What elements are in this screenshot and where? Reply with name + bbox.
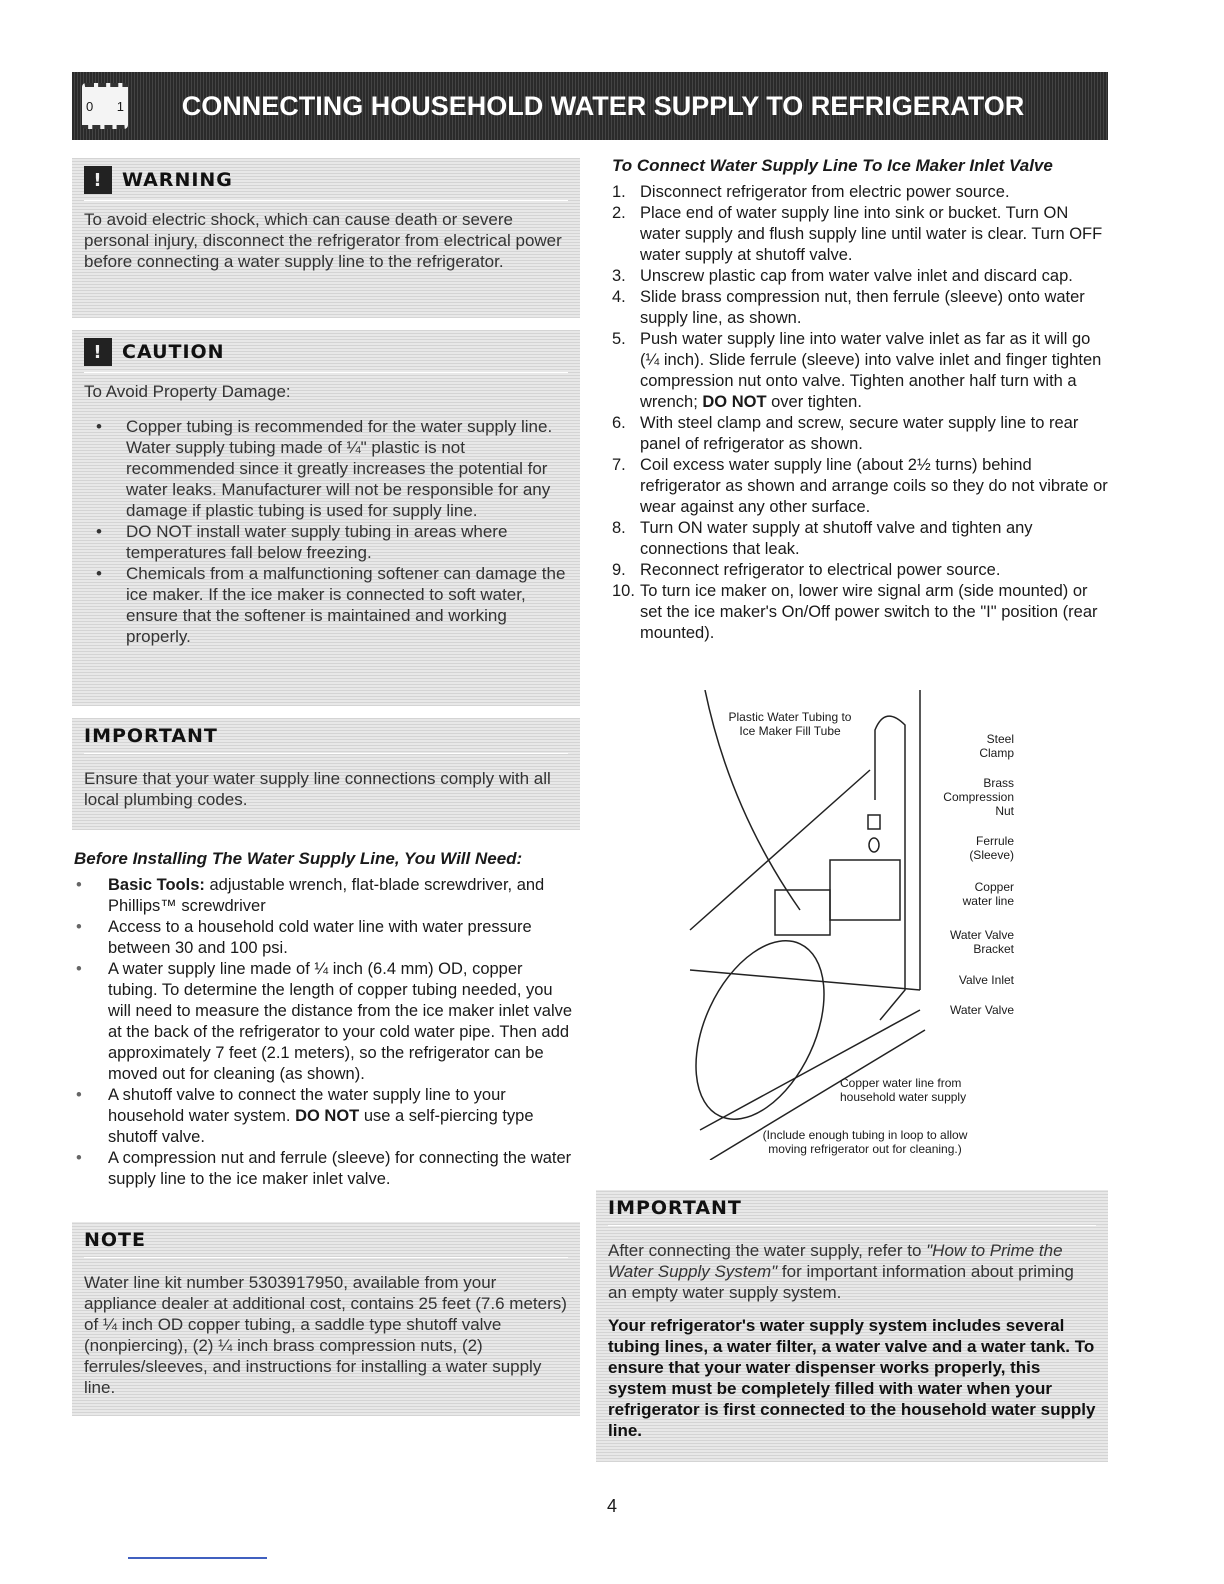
step-number: 6. [612, 414, 626, 432]
step-item [612, 329, 1108, 413]
important-box-2 [596, 1190, 1108, 1462]
important-title: IMPORTANT [84, 725, 218, 747]
label-include-loop: (Include enough tubing in loop to allow moving refrigerator out for cleaning.) [762, 1128, 968, 1156]
important-system-text: Your refrigerator's water supply system includes several tubing lines, a water filter, a water valve and a water tank. To ensure that your water dispenser works properly, this system must be completely filled with water when your refrigerator is first connected to the household water supply line. [608, 1316, 1096, 1440]
label-household-line: Copper water line from household water supply [840, 1076, 967, 1104]
step-item [612, 266, 1108, 287]
important-text: Ensure that your water supply line connections comply with all local plumbing codes. [84, 769, 551, 809]
ruler-left: 0 [86, 98, 94, 114]
connect-heading: To Connect Water Supply Line To Ice Maker Inlet Valve [612, 156, 1053, 175]
step-item [612, 203, 1108, 266]
important-title: IMPORTANT [608, 1197, 742, 1219]
step-item [612, 455, 1108, 518]
text: Unscrew plastic cap from water valve inlet and discard cap. [640, 267, 1073, 285]
before-heading: Before Installing The Water Supply Line, You Will Need: [74, 849, 523, 868]
text: With steel clamp and screw, secure water supply line to rear panel of refrigerator as shown. [640, 414, 1079, 453]
label-copper-line: Copper water line [962, 880, 1014, 908]
text: A shutoff valve to connect the water supply line to your household water system. [108, 1086, 506, 1125]
text: Slide brass compression nut, then ferrule (sleeve) onto water supply line, as shown. [640, 288, 1085, 327]
section-header [72, 72, 1108, 140]
caution-item: • Copper tubing is recommended for the water supply line. Water supply tubing made of ¼" plastic is not recommended since it greatly increases the potential for water leaks. Manufacturer will not be responsible for any damage if plastic tubing is used for supply line. [92, 416, 568, 521]
ruler-right: 1 [116, 98, 124, 114]
label-compression-nut: Brass Compression Nut [943, 776, 1014, 818]
installation-diagram [680, 690, 1040, 1160]
warning-icon: ! [84, 166, 112, 194]
text: Place end of water supply line into sink or bucket. Turn ON water supply and flush supply line until water is clear. Turn OFF water supply at shutoff valve. [640, 204, 1103, 264]
caution-item: • Chemicals from a malfunctioning softener can damage the ice maker. If the ice maker is connected to soft water, ensure that the softener is maintained and working properly. [92, 563, 568, 647]
note-title: NOTE [84, 1229, 146, 1251]
before-section [74, 848, 574, 1190]
text: Turn ON water supply at shutoff valve and tighten any connections that leak. [640, 519, 1033, 558]
connect-section [612, 155, 1108, 644]
text: To turn ice maker on, lower wire signal arm (side mounted) or set the ice maker's On/Off power switch to the "I" position (rear mounted). [640, 582, 1098, 642]
step-item [612, 182, 1108, 203]
step-item [612, 287, 1108, 329]
basic-tools-text: adjustable wrench, flat-blade screwdriver, and Phillips™ screwdriver [108, 876, 545, 915]
label-water-valve: Water Valve [949, 1003, 1014, 1017]
step-number: 9. [612, 561, 626, 579]
step-text [640, 266, 1073, 287]
caution-item: • DO NOT install water supply tubing in areas where temperatures fall below freezing. [92, 521, 568, 563]
step-item [612, 518, 1108, 560]
warning-text: To avoid electric shock, which can cause death or severe personal injury, disconnect the refrigerator from electrical power before connecting a water supply line to the refrigerator. [84, 210, 562, 271]
step-number: 4. [612, 288, 626, 306]
list-item: • Access to a household cold water line with water pressure between 30 and 100 psi. [74, 917, 574, 959]
text: use a self-piercing type shutoff valve. [108, 1107, 534, 1146]
warning-title: WARNING [122, 168, 233, 191]
note-text: Water line kit number 5303917950, available from your appliance dealer at additional cost, contains 25 feet (7.6 meters) of ¼ inch OD copper tubing, a saddle type shutoff valve (nonpiercing), (2) ¼ inch brass compression nuts, (2) ferrules/sleeves, and instructions for installing a water supply line. [84, 1273, 567, 1397]
step-item [612, 413, 1108, 455]
page-number: 4 [606, 1496, 617, 1516]
text: Coil excess water supply line (about 2½ turns) behind refrigerator as shown and arrange coils so they do not vibrate or wear against any other surface. [640, 456, 1108, 516]
text: After connecting the water supply, refer to [608, 1241, 927, 1260]
caution-title: CAUTION [122, 340, 225, 363]
step-number: 3. [612, 267, 626, 285]
step-text [640, 560, 1000, 581]
list-item: • A compression nut and ferrule (sleeve) for connecting the water supply line to the ice maker inlet valve. [74, 1148, 574, 1190]
text: Disconnect refrigerator from electric power source. [640, 183, 1010, 201]
label-steel-clamp: Steel Clamp [979, 732, 1014, 760]
basic-tools-label: Basic Tools: [108, 876, 205, 894]
step-text [640, 413, 1108, 455]
text: DO NOT [295, 1107, 360, 1125]
note-box [72, 1222, 580, 1416]
step-number: 2. [612, 204, 626, 222]
step-number: 8. [612, 519, 626, 537]
text: Reconnect refrigerator to electrical power source. [640, 561, 1001, 579]
step-number: 1. [612, 183, 626, 201]
text: DO NOT [702, 393, 767, 411]
step-number: 7. [612, 456, 626, 474]
step-text [640, 581, 1108, 644]
caution-box [72, 330, 580, 706]
page-title: CONNECTING HOUSEHOLD WATER SUPPLY TO REFRIGERATOR [181, 90, 1025, 121]
ruler-icon [82, 83, 128, 129]
step-text [640, 203, 1108, 266]
step-text [640, 329, 1108, 413]
text: for important information about priming an empty water supply system. [608, 1262, 1074, 1302]
step-number: 10. [612, 582, 635, 600]
step-item [612, 581, 1108, 644]
step-text [640, 518, 1108, 560]
label-plastic-tubing: Plastic Water Tubing to Ice Maker Fill Tube [728, 710, 852, 738]
step-text [640, 182, 1010, 203]
step-text [640, 455, 1108, 518]
warning-box [72, 158, 580, 318]
list-item [74, 875, 574, 917]
text: over tighten. [766, 393, 862, 411]
divider [128, 1557, 267, 1559]
text: Push water supply line into water valve inlet as far as it will go (¼ inch). Slide ferrule (sleeve) into valve inlet and finger tighten compression nut onto valve. Tighten another half turn with a wrench; [640, 330, 1102, 411]
label-valve-bracket: Water Valve Bracket [949, 928, 1014, 956]
list-item: • A water supply line made of ¼ inch (6.4 mm) OD, copper tubing. To determine the length of copper tubing needed, you will need to measure the distance from the ice maker inlet valve at the back of the refrigerator to your cold water pipe. Then add approximately 7 feet (2.1 meters), so the refrigerator can be moved out for cleaning (as shown). [74, 959, 574, 1085]
important-prime-text [608, 1240, 1096, 1303]
step-text [640, 287, 1108, 329]
list-item [74, 1085, 574, 1148]
important-box [72, 718, 580, 830]
caution-subtitle: To Avoid Property Damage: [84, 382, 291, 401]
step-number: 5. [612, 330, 626, 348]
label-ferrule: Ferrule (Sleeve) [969, 834, 1014, 862]
prime-reference-link[interactable]: "How to Prime the Water Supply System" [608, 1241, 1063, 1281]
step-item [612, 560, 1108, 581]
label-valve-inlet: Valve Inlet [958, 973, 1014, 987]
warning-icon: ! [84, 338, 112, 366]
